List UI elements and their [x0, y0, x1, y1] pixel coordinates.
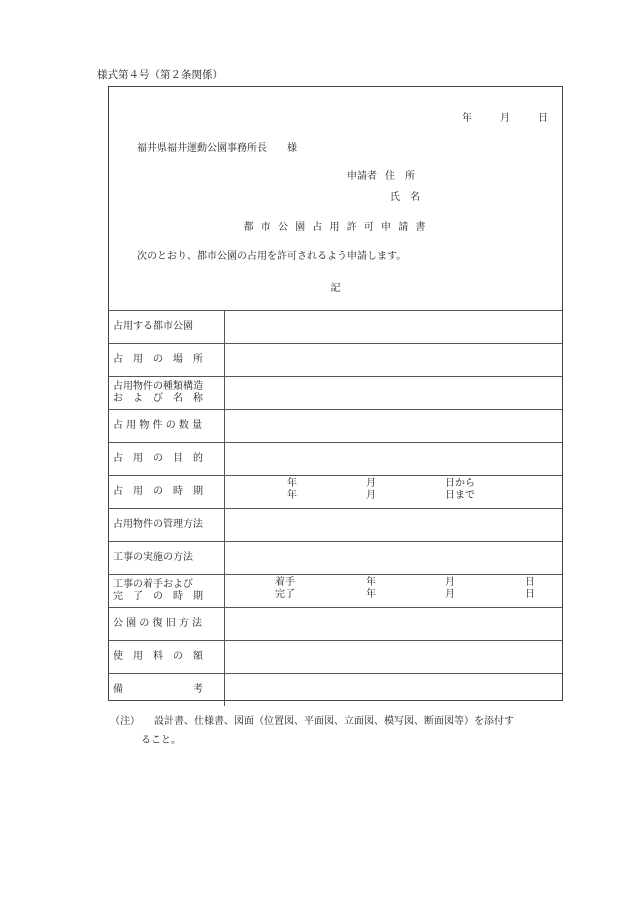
row-label: 占 用 物 件 の 数 量 [109, 410, 225, 443]
table-row [109, 608, 562, 641]
start-month: 月 [445, 577, 455, 588]
row-value[interactable] [225, 344, 563, 377]
period-year-1: 年 [287, 478, 297, 489]
date-month-label: 月 [500, 113, 510, 124]
document-title [109, 218, 562, 233]
date-year-label: 年 [462, 113, 472, 124]
intro-text: 次のとおり、都市公園の占用を許可されるよう申請します。 [137, 251, 407, 262]
row-label: 占 用 の 時 期 [109, 476, 225, 509]
end-month: 月 [445, 589, 455, 600]
table-row [109, 641, 562, 674]
applicant-name-label: 氏 名 [390, 192, 420, 203]
end-day: 日 [525, 589, 535, 600]
date-day-label: 日 [538, 113, 548, 124]
row-value[interactable] [225, 443, 563, 476]
row-value[interactable] [225, 311, 563, 344]
addressee [137, 139, 297, 154]
row-value[interactable] [225, 608, 563, 641]
document-title-text: 都 市 公 園 占 用 許 可 申 請 書 [243, 222, 428, 233]
row-value[interactable] [225, 641, 563, 674]
note-continuation: ること。 [141, 735, 181, 746]
note-marker: （注） [110, 716, 140, 727]
table-row [109, 377, 562, 410]
form-number-title: 様式第４号（第２条関係） [97, 69, 223, 81]
table-row [109, 542, 562, 575]
table-row [109, 674, 562, 707]
row-label: 占用する都市公園 [109, 311, 225, 344]
row-value[interactable] [225, 476, 563, 509]
row-label: 備 考 [109, 674, 225, 707]
table-row [109, 311, 562, 344]
table-row [109, 344, 562, 377]
table-row [109, 575, 562, 608]
note [110, 712, 514, 727]
row-label: 工事の着手および 完 了 の 時 期 [109, 575, 225, 608]
start-day: 日 [525, 577, 535, 588]
row-value[interactable] [225, 377, 563, 410]
addressee-name: 福井県福井運動公園事務所長 [137, 143, 267, 154]
start-year: 年 [366, 577, 376, 588]
end-year: 年 [366, 589, 376, 600]
row-value[interactable] [225, 674, 563, 707]
note-text: 設計書、仕様書、図面（位置図、平面図、立面図、模写図、断面図等）を添付す [154, 716, 514, 727]
row-label: 占用物件の管理方法 [109, 509, 225, 542]
row-label: 占用物件の種類構造 お よ び 名 称 [109, 377, 225, 410]
construction-end-label: 完了 [275, 589, 295, 600]
period-month-2: 月 [366, 490, 376, 501]
period-from: 日から [445, 478, 475, 489]
applicant-address-line [347, 167, 415, 182]
table-row [109, 410, 562, 443]
row-value[interactable] [225, 410, 563, 443]
construction-start-label: 着手 [275, 577, 295, 588]
ki-heading: 記 [330, 283, 341, 294]
address-label: 住 所 [385, 171, 415, 182]
table-row [109, 509, 562, 542]
row-label: 占 用 の 目 的 [109, 443, 225, 476]
row-label: 占 用 の 場 所 [109, 344, 225, 377]
row-label: 工事の実施の方法 [109, 542, 225, 575]
period-until: 日まで [445, 490, 475, 501]
period-year-2: 年 [287, 490, 297, 501]
period-month-1: 月 [366, 478, 376, 489]
table-row [109, 476, 562, 509]
row-label: 公 園 の 復 旧 方 法 [109, 608, 225, 641]
row-value[interactable] [225, 542, 563, 575]
row-value[interactable] [225, 509, 563, 542]
application-form [108, 86, 563, 701]
row-label: 使 用 料 の 額 [109, 641, 225, 674]
addressee-honorific: 様 [287, 143, 297, 154]
details-table [109, 310, 562, 706]
row-value[interactable] [225, 575, 563, 608]
applicant-label: 申請者 [347, 171, 377, 182]
table-row [109, 443, 562, 476]
date-line [434, 109, 548, 124]
